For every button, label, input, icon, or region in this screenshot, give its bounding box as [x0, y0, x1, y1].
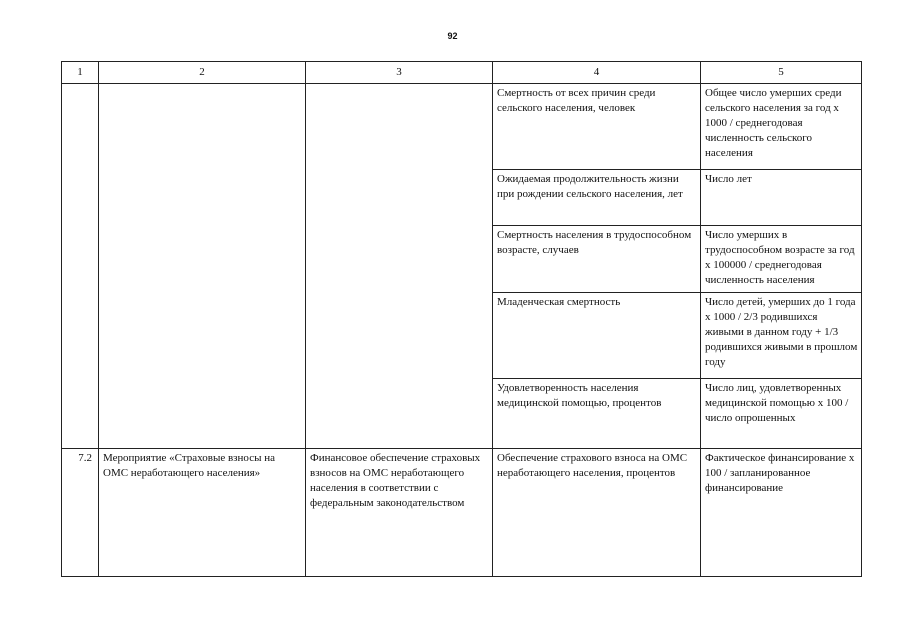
formula-cell: Число лиц, удовлетворенных медицинской помощью х 100 / число опрошенных	[701, 379, 862, 449]
page-number: 92	[447, 31, 458, 41]
formula-cell: Число лет	[701, 170, 862, 226]
column-header-5: 5	[701, 62, 862, 84]
empty-cell-content	[306, 84, 493, 449]
indicator-cell: Обеспечение страхового взноса на ОМС неработающего населения, процентов	[493, 449, 701, 577]
column-header-4: 4	[493, 62, 701, 84]
column-header-1: 1	[62, 62, 99, 84]
formula-cell: Число детей, умерших до 1 года х 1000 / 2/3 родившихся живыми в данном году + 1/3 родившихся живыми в прошлом году	[701, 293, 862, 379]
table-header-row	[62, 62, 862, 84]
empty-cell-number	[62, 84, 99, 449]
table-row	[62, 84, 862, 170]
formula-cell: Общее число умерших среди сельского населения за год х 1000 / среднегодовая численность сельского населения	[701, 84, 862, 170]
indicator-cell: Удовлетворенность населения медицинской помощью, процентов	[493, 379, 701, 449]
measure-cell: Мероприятие «Страховые взносы на ОМС неработающего населения»	[99, 449, 306, 577]
indicator-cell: Смертность населения в трудоспособном возрасте, случаев	[493, 226, 701, 293]
indicator-cell: Младенческая смертность	[493, 293, 701, 379]
content-cell: Финансовое обеспечение страховых взносов на ОМС неработающего населения в соответствии с федеральным законодательством	[306, 449, 493, 577]
formula-cell: Фактическое финансирование х 100 / запланированное финансирование	[701, 449, 862, 577]
formula-cell: Число умерших в трудоспособном возрасте за год х 100000 / среднегодовая численность населения	[701, 226, 862, 293]
indicators-table	[61, 61, 862, 577]
column-header-2: 2	[99, 62, 306, 84]
empty-cell-measure	[99, 84, 306, 449]
table-row-7-2	[62, 449, 862, 577]
column-header-3: 3	[306, 62, 493, 84]
row-number-cell: 7.2	[62, 449, 99, 577]
indicator-cell: Смертность от всех причин среди сельского населения, человек	[493, 84, 701, 170]
indicator-cell: Ожидаемая продолжительность жизни при рождении сельского населения, лет	[493, 170, 701, 226]
